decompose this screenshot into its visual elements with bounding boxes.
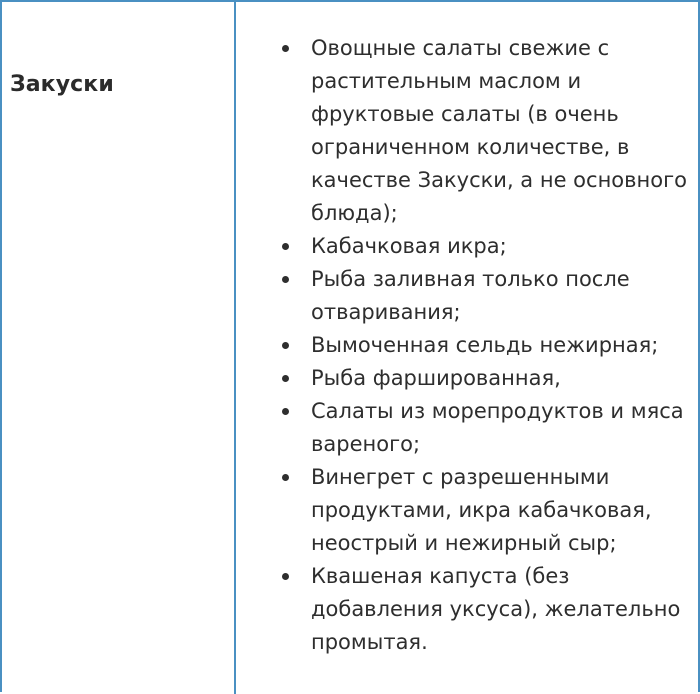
list-item-text: Кабачковая икра; [311,234,507,258]
list-item [282,230,692,263]
list-item-text: Квашеная капуста (без добавления уксуса), желательно промытая. [311,564,681,654]
bullet-icon [282,276,289,283]
column-divider [234,2,236,694]
list-item [282,461,692,560]
list-item [282,362,692,395]
list-item [282,263,692,329]
category-label: Закуски [10,72,114,97]
list-item-text: Салаты из морепродуктов и мяса вареного; [311,399,684,456]
food-list [282,32,692,659]
list-item-text: Рыба заливная только после отваривания; [311,267,630,324]
list-item [282,32,692,230]
bullet-icon [282,375,289,382]
bullet-icon [282,243,289,250]
list-item [282,560,692,659]
list-item-text: Овощные салаты свежие с растительным маслом и фруктовые салаты (в очень ограниченном количестве, в качестве Закуски, а не основного блюда); [311,36,687,225]
bullet-icon [282,474,289,481]
list-item [282,395,692,461]
bullet-icon [282,408,289,415]
bullet-icon [282,342,289,349]
bullet-icon [282,573,289,580]
bullet-icon [282,45,289,52]
list-item-text: Рыба фаршированная, [311,366,561,390]
list-item-text: Вымоченная сельдь нежирная; [311,333,659,357]
list-item [282,329,692,362]
list-item-text: Винегрет с разрешенными продуктами, икра кабачковая, неострый и нежирный сыр; [311,465,652,555]
